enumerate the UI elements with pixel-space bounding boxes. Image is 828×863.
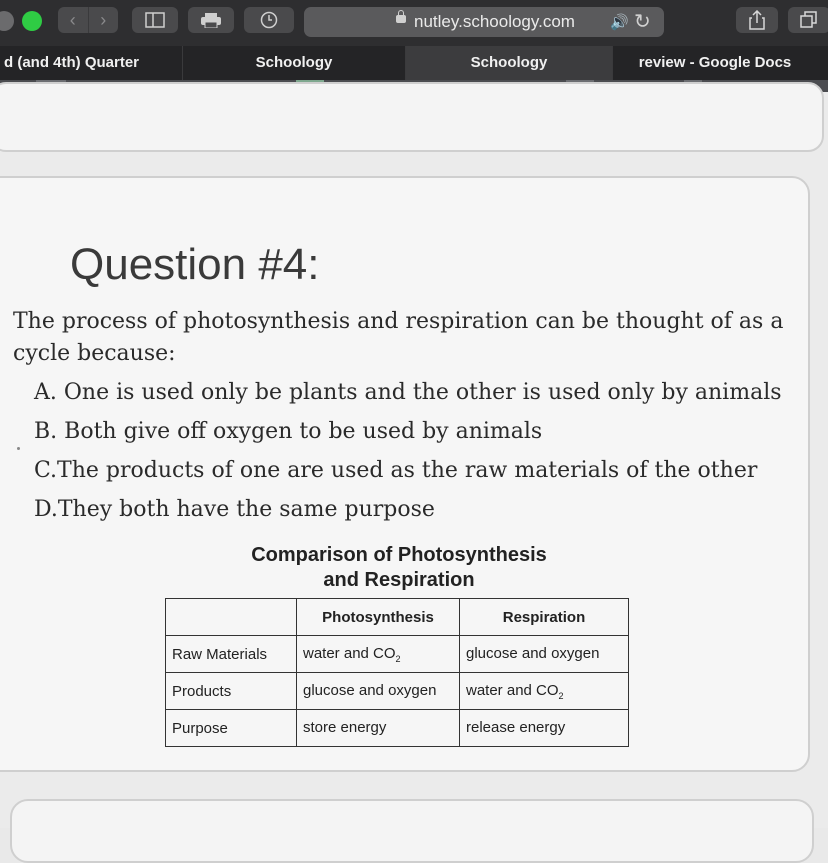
respiration-cell: glucose and oxygen — [460, 636, 629, 673]
lock-icon — [396, 15, 406, 23]
header-photosynthesis: Photosynthesis — [297, 599, 460, 636]
option-a[interactable] — [34, 380, 782, 405]
option-c[interactable] — [34, 458, 757, 483]
photosynthesis-cell: glucose and oxygen — [297, 673, 460, 710]
option-text: One is used only be plants and the other is used only by animals — [63, 380, 782, 405]
forward-icon[interactable]: › — [88, 7, 119, 33]
header-respiration: Respiration — [460, 599, 629, 636]
page-content — [0, 92, 828, 828]
previous-question-card — [0, 82, 824, 152]
table-title-line-1: Comparison of Photosynthesis — [251, 544, 547, 566]
option-d[interactable] — [34, 497, 435, 522]
bullet-dot — [17, 447, 20, 450]
option-letter: C. — [34, 458, 58, 483]
address-bar[interactable] — [304, 7, 664, 37]
tab-quarter-review[interactable]: d (and 4th) Quarter — [4, 54, 140, 71]
header-blank — [166, 599, 297, 636]
respiration-cell: release energy — [460, 710, 629, 747]
reload-icon[interactable]: ↻ — [634, 11, 651, 33]
tab-schoology-1[interactable]: Schoology — [182, 46, 405, 80]
table-row — [166, 636, 629, 673]
share-icon — [749, 10, 765, 30]
option-letter: B. — [34, 419, 58, 444]
tab-overview-button[interactable] — [788, 7, 828, 33]
table-title-line-2: and Respiration — [323, 569, 475, 591]
tabs-icon — [800, 11, 818, 29]
row-label: Raw Materials — [166, 636, 297, 673]
window-control-button[interactable] — [0, 11, 14, 31]
next-question-card — [10, 799, 814, 863]
speaker-icon[interactable]: 🔊 — [610, 14, 629, 31]
tab-google-docs[interactable]: review - Google Docs — [612, 46, 817, 80]
comparison-table — [165, 598, 629, 747]
zoom-window-button[interactable] — [22, 11, 42, 31]
table-row — [166, 710, 629, 747]
option-text: The products of one are used as the raw materials of the other — [57, 458, 758, 483]
share-button[interactable] — [736, 7, 778, 33]
printer-icon — [200, 12, 222, 28]
url-text: nutley.schoology.com — [414, 12, 575, 31]
question-text: The process of photosynthesis and respiration can be thought of as a cycle because: — [13, 309, 784, 366]
clock-icon — [260, 11, 278, 29]
question-title: Question #4: — [70, 240, 320, 289]
back-icon[interactable]: ‹ — [69, 10, 76, 30]
tab-schoology-2[interactable]: Schoology — [405, 46, 612, 80]
respiration-cell: water and $CO_2$ — [460, 673, 629, 710]
browser-toolbar — [0, 0, 828, 46]
option-text: Both give off oxygen to be used by animals — [64, 419, 543, 444]
option-letter: D. — [34, 497, 58, 522]
row-label: Purpose — [166, 710, 297, 747]
sidebar-icon — [145, 12, 165, 28]
photosynthesis-cell: water and $CO_2$ — [297, 636, 460, 673]
row-label: Products — [166, 673, 297, 710]
table-header-row — [166, 599, 629, 636]
print-button[interactable] — [188, 7, 234, 33]
option-text: They both have the same purpose — [57, 497, 435, 522]
tab-bar — [0, 46, 828, 80]
table-row — [166, 673, 629, 710]
option-b[interactable] — [34, 419, 542, 444]
navigation-buttons — [58, 7, 118, 33]
photosynthesis-cell: store energy — [297, 710, 460, 747]
history-button[interactable] — [244, 7, 294, 33]
sidebar-button[interactable] — [132, 7, 178, 33]
option-letter: A. — [34, 380, 57, 405]
